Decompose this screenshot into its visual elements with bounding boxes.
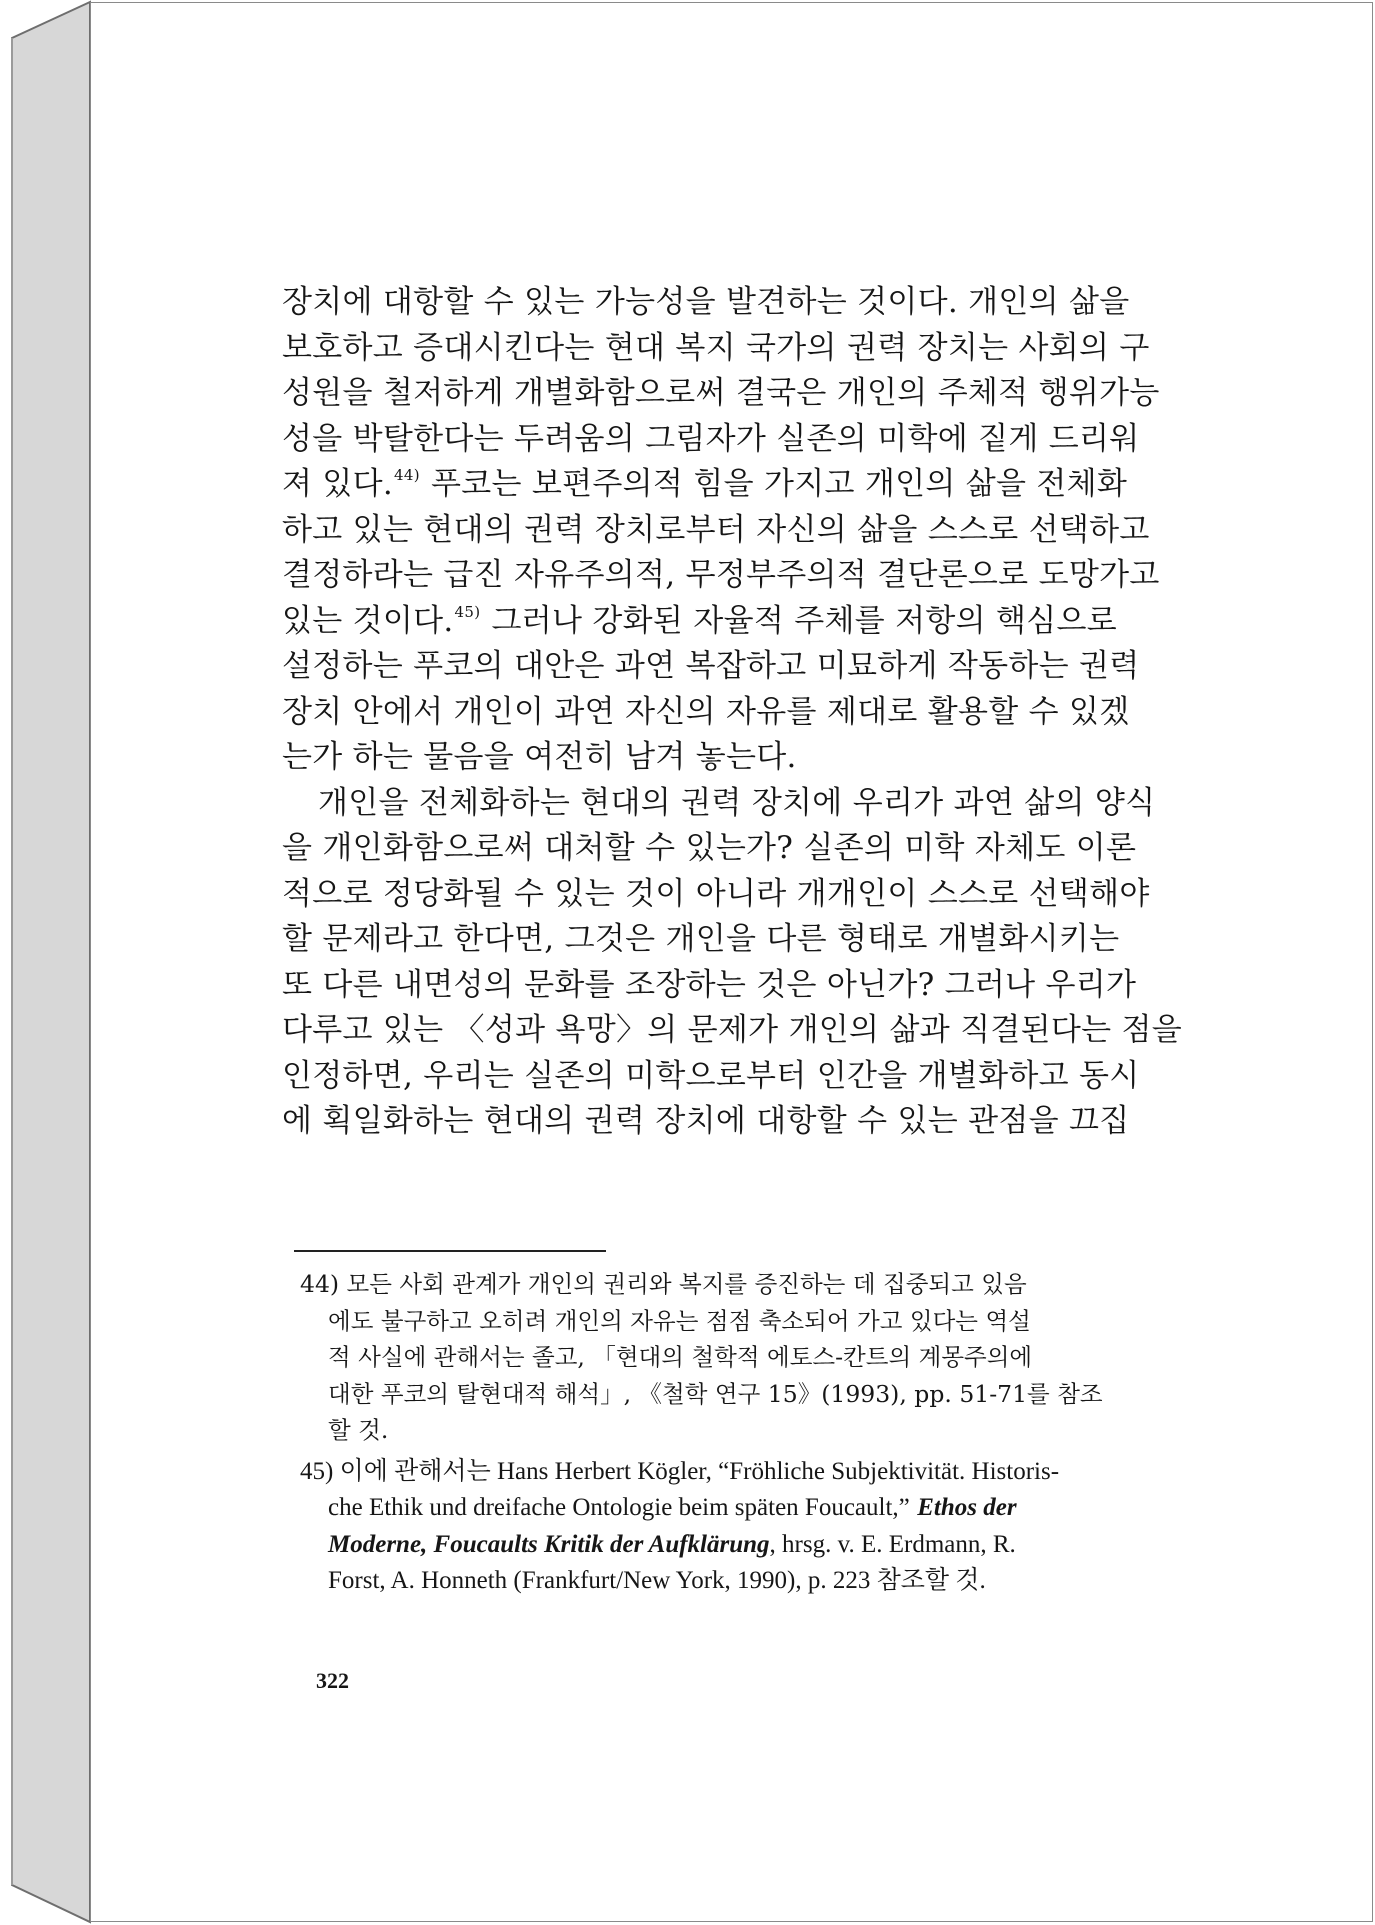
page-number: 322 — [316, 1668, 349, 1693]
body-line: 결정하라는 급진 자유주의적, 무정부주의적 결단론으로 도망가고 — [282, 557, 1160, 593]
body-line: 에 획일화하는 현대의 권력 장치에 대항할 수 있는 관점을 끄집 — [282, 1103, 1130, 1139]
footnote-45 — [294, 1453, 1234, 1599]
body-line: 보호하고 증대시킨다는 현대 복지 국가의 권력 장치는 사회의 구 — [282, 329, 1150, 366]
body-line: 설정하는 푸코의 대안은 과연 복잡하고 미묘하게 작동하는 권력 — [282, 648, 1140, 684]
footnote-rule — [294, 1250, 606, 1252]
body-line-text: 푸코는 보편주의적 힘을 가지고 개인의 삶을 전체화 — [420, 466, 1128, 502]
body-line: 장치에 대항할 수 있는 가능성을 발견하는 것이다. 개인의 삶을 — [282, 284, 1130, 320]
footnote-line — [294, 1453, 1234, 1490]
body-line: 또 다른 내면성의 문화를 조장하는 것은 아닌가? 그러나 우리가 — [282, 966, 1137, 1003]
body-line: 장치 안에서 개인이 과연 자신의 자유를 제대로 활용할 수 있겠 — [282, 693, 1130, 730]
book-spine — [0, 0, 92, 1925]
footnote-reference: 44) — [394, 466, 420, 484]
footnotes — [294, 1250, 1234, 1599]
footnote-title-italic: Moderne, Foucaults Kritik der Aufklärung — [328, 1530, 770, 1558]
body-line — [282, 599, 1230, 645]
body-line: 하고 있는 현대의 권력 장치로부터 자신의 삶을 스스로 선택하고 — [282, 511, 1150, 548]
footnote-reference: 45) — [454, 602, 481, 621]
body-line: 인정하면, 우리는 실존의 미학으로부터 인간을 개별화하고 동시 — [282, 1057, 1140, 1094]
footnote-text: che Ethik und dreifache Ontologie beim späten Foucault,” — [328, 1494, 910, 1521]
footnote-line — [294, 1526, 1234, 1563]
body-line-text: 져 있다. — [282, 466, 394, 502]
body-line-text: 그러나 강화된 자율적 주체를 저항의 핵심으로 — [481, 602, 1117, 639]
footnote-line — [294, 1562, 1234, 1599]
body-line: 적으로 정당화될 수 있는 것이 아니라 개개인이 스스로 선택해야 — [282, 875, 1150, 912]
body-line: 개인을 전체화하는 현대의 권력 장치에 우리가 과연 삶의 양식 — [318, 784, 1156, 821]
body-line — [282, 462, 1230, 508]
body-line: 다루고 있는 〈성과 욕망〉의 문제가 개인의 삶과 직결된다는 점을 — [282, 1012, 1182, 1048]
footnote-line: 할 것. — [328, 1416, 389, 1444]
body-line: 할 문제라고 한다면, 그것은 개인을 다른 형태로 개별화시키는 — [282, 921, 1120, 957]
footnote-text: , hrsg. v. E. Erdmann, R. — [769, 1530, 1016, 1558]
footnote-text: Forst, A. Honneth (Frankfurt/New York, 1990), p. 223 참조할 것. — [328, 1567, 986, 1594]
footnote-line — [294, 1489, 1234, 1526]
body-text — [282, 280, 1230, 1145]
footnote-line: 적 사실에 관해서는 졸고, 「현대의 철학적 에토스-칸트의 계몽주의에 — [328, 1343, 1033, 1371]
footnote-line: 에도 불구하고 오히려 개인의 자유는 점점 축소되어 가고 있다는 역설 — [328, 1306, 1031, 1335]
footnote-44 — [294, 1266, 1234, 1449]
body-line: 는가 하는 물음을 여전히 남겨 놓는다. — [282, 739, 797, 775]
footnote-title-italic: Ethos der — [917, 1494, 1017, 1521]
footnote-line: 대한 푸코의 탈현대적 해석」, 《철학 연구 15》(1993), pp. 51-71를 참조 — [328, 1379, 1103, 1408]
body-line: 성원을 철저하게 개별화함으로써 결국은 개인의 주체적 행위가능 — [282, 375, 1160, 411]
body-line-text: 있는 것이다. — [282, 602, 454, 639]
body-line: 을 개인화함으로써 대처할 수 있는가? 실존의 미학 자체도 이론 — [282, 830, 1137, 866]
footnote-text: 45) 이에 관해서는 Hans Herbert Kögler, “Fröhliche Subjektivität. Historis- — [300, 1457, 1060, 1485]
body-line: 성을 박탈한다는 두려움의 그림자가 실존의 미학에 짙게 드리워 — [282, 420, 1140, 457]
footnote-line: 44) 모든 사회 관계가 개인의 권리와 복지를 증진하는 데 집중되고 있음 — [300, 1270, 1027, 1298]
